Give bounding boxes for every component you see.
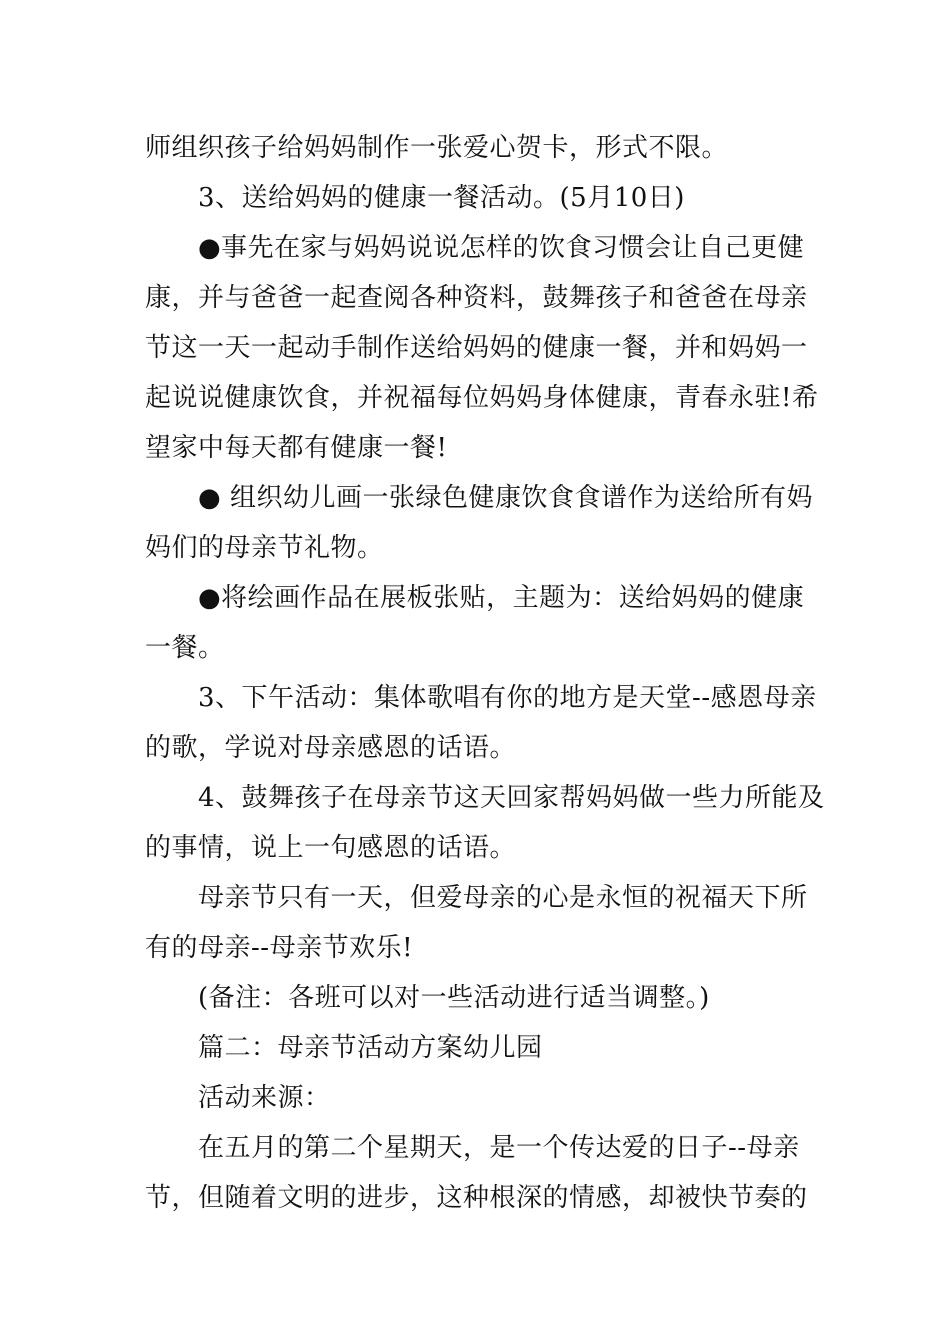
text-line-7: 望家中每天都有健康一餐! <box>145 433 448 463</box>
text-line-22: 节，但随着文明的进步，这种根深的情感，却被快节奏的 <box>145 1183 808 1213</box>
text-line-21: 在五月的第二个星期天，是一个传达爱的日子--母亲 <box>198 1133 800 1163</box>
text-line-15: 的事情，说上一句感恩的话语。 <box>145 833 517 863</box>
text-line-6: 起说说健康饮食，并祝福每位妈妈身体健康，青春永驻!希 <box>145 383 819 413</box>
text-line-4: 康，并与爸爸一起查阅各种资料，鼓舞孩子和爸爸在母亲 <box>145 283 808 313</box>
text-line-5: 节这一天一起动手制作送给妈妈的健康一餐，并和妈妈一 <box>145 333 808 363</box>
text-line-14: 4、鼓舞孩子在母亲节这天回家帮妈妈做一些力所能及 <box>198 783 825 813</box>
text-line-18: (备注：各班可以对一些活动进行适当调整。) <box>198 983 710 1013</box>
text-line-2: 3、送给妈妈的健康一餐活动。(5月10日) <box>198 183 685 213</box>
text-line-13: 的歌，学说对母亲感恩的话语。 <box>145 733 517 763</box>
text-line-10: ●将绘画作品在展板张贴，主题为：送给妈妈的健康 <box>198 583 805 613</box>
text-line-3: ●事先在家与妈妈说说怎样的饮食习惯会让自己更健 <box>198 233 805 263</box>
text-line-19: 篇二：母亲节活动方案幼儿园 <box>198 1033 543 1063</box>
text-line-1: 师组织孩子给妈妈制作一张爱心贺卡，形式不限。 <box>145 133 729 163</box>
text-line-20: 活动来源： <box>198 1083 331 1113</box>
text-line-9: 妈们的母亲节礼物。 <box>145 533 384 563</box>
text-line-12: 3、下午活动：集体歌唱有你的地方是天堂--感恩母亲 <box>198 683 817 713</box>
text-line-17: 有的母亲--母亲节欢乐! <box>145 933 414 963</box>
text-line-8: ● 组织幼儿画一张绿色健康饮食食谱作为送给所有妈 <box>198 483 813 513</box>
text-line-16: 母亲节只有一天，但爱母亲的心是永恒的祝福天下所 <box>198 883 808 913</box>
text-line-11: 一餐。 <box>145 633 225 663</box>
